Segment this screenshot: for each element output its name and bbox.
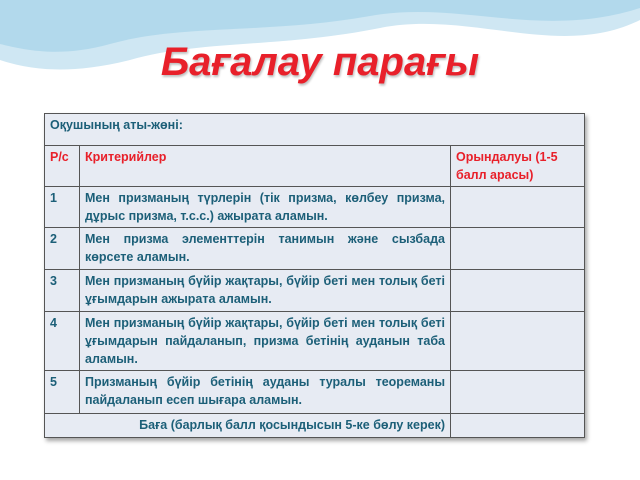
score-cell[interactable] <box>451 371 585 414</box>
table-row <box>45 187 585 228</box>
score-cell[interactable] <box>451 312 585 371</box>
row-criteria: Мен призманың бүйір жақтары, бүйір беті мен толық беті ұғымдарын пайдаланып, призма бетінің ауданын таба аламын. <box>80 312 451 371</box>
row-num: 4 <box>45 312 80 371</box>
score-cell[interactable] <box>451 187 585 228</box>
row-num: 5 <box>45 371 80 414</box>
page-title: Бағалау парағы <box>160 40 480 84</box>
row-criteria: Мен призма элементтерін танимын және сызбада көрсете аламын. <box>80 228 451 270</box>
table-row <box>45 312 585 371</box>
score-cell[interactable] <box>451 228 585 270</box>
row-num: 3 <box>45 270 80 312</box>
student-name-field[interactable]: Оқушының аты-жөні: <box>45 114 585 146</box>
header-num: Р/с <box>45 146 80 187</box>
table-row <box>45 270 585 312</box>
header-score: Орындалуы (1-5 балл арасы) <box>451 146 585 187</box>
row-num: 1 <box>45 187 80 228</box>
header-criteria: Критерийлер <box>80 146 451 187</box>
row-num: 2 <box>45 228 80 270</box>
table-row <box>45 228 585 270</box>
row-criteria: Мен призманың бүйір жақтары, бүйір беті мен толық беті ұғымдарын ажырата аламын. <box>80 270 451 312</box>
grade-label: Баға (барлық балл қосындысын 5-ке бөлу керек) <box>45 414 451 438</box>
grade-cell[interactable] <box>451 414 585 438</box>
row-criteria: Призманың бүйір бетінің ауданы туралы теореманы пайдаланып есеп шығара аламын. <box>80 371 451 414</box>
assessment-table <box>44 113 585 438</box>
score-cell[interactable] <box>451 270 585 312</box>
table-row <box>45 371 585 414</box>
row-criteria: Мен призманың түрлерін (тік призма, көлбеу призма, дұрыс призма, т.с.с.) ажырата аламын. <box>80 187 451 228</box>
